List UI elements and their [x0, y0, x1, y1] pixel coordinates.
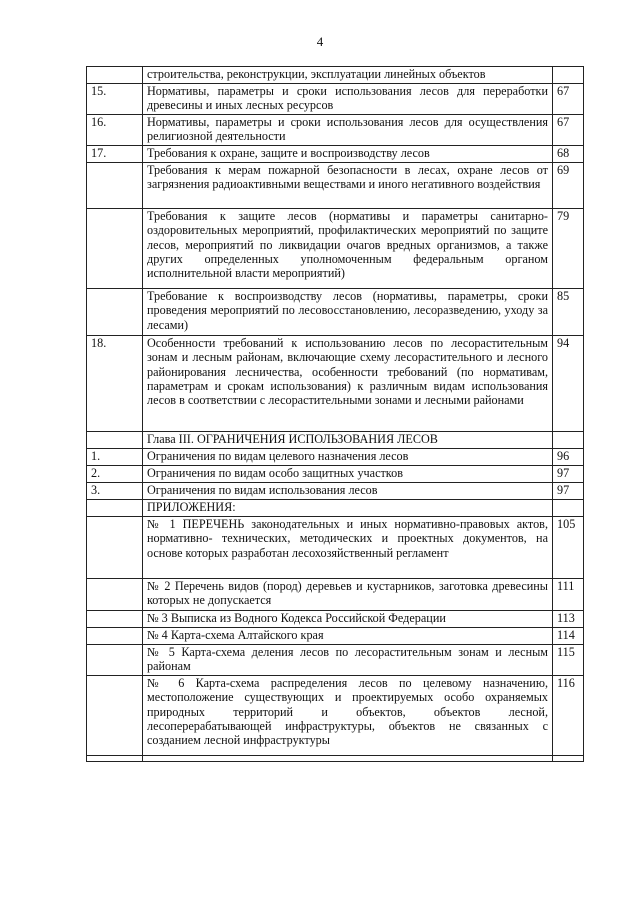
- table-row: [87, 645, 584, 676]
- row-page: [553, 67, 584, 84]
- row-page: 97: [553, 483, 584, 500]
- spacer-cell: [553, 756, 584, 762]
- table-row: [87, 289, 584, 336]
- table-row: [87, 500, 584, 517]
- row-number: [87, 628, 143, 645]
- row-number: [87, 579, 143, 611]
- row-title: Требование к воспроизводству лесов (нормативы, параметры, сроки проведения мероприятий по лесовосстановлению, лесоразведению, уходу за лесами): [143, 289, 553, 336]
- row-number: 15.: [87, 84, 143, 115]
- row-page: 68: [553, 146, 584, 163]
- row-number: [87, 289, 143, 336]
- table-row: [87, 84, 584, 115]
- row-title: Требования к защите лесов (нормативы и параметры санитарно-оздоровительных мероприятий, профилактических мероприятий по защите лесов, мероприятий по ликвидации очагов вредных организмов, а также других определенных уполномоченным федеральным органом исполнительной власти мероприятий): [143, 209, 553, 289]
- row-title: № 3 Выписка из Водного Кодекса Российской Федерации: [143, 611, 553, 628]
- spacer-cell: [143, 756, 553, 762]
- row-page: 94: [553, 336, 584, 432]
- row-page: 116: [553, 676, 584, 756]
- row-title: Требования к охране, защите и воспроизводству лесов: [143, 146, 553, 163]
- row-title: № 5 Карта-схема деления лесов по лесорастительным зонам и лесным районам: [143, 645, 553, 676]
- row-page: 67: [553, 84, 584, 115]
- row-title: Ограничения по видам целевого назначения лесов: [143, 449, 553, 466]
- row-title: Требования к мерам пожарной безопасности в лесах, охране лесов от загрязнения радиоактивными веществами и иного негативного воздействия: [143, 163, 553, 209]
- table-row: [87, 517, 584, 579]
- row-title: № 2 Перечень видов (пород) деревьев и кустарников, заготовка древесины которых не допускается: [143, 579, 553, 611]
- table-row: [87, 432, 584, 449]
- row-page: [553, 500, 584, 517]
- row-title: Особенности требований к использованию лесов по лесорастительным зонам и лесным районам, включающие схему лесорастительного и лесного районирования лесничества, особенности требований (по нормативам, параметрам и срокам использования) к различным видам использования лесов в соответствии с лесорастительными зонами и лесными районами: [143, 336, 553, 432]
- row-number: 18.: [87, 336, 143, 432]
- table-row: [87, 209, 584, 289]
- row-title: Нормативы, параметры и сроки использования лесов для переработки древесины и иных лесных ресурсов: [143, 84, 553, 115]
- row-title: № 6 Карта-схема распределения лесов по целевому назначению, местоположение существующих и проектируемых особо охраняемых природных территорий и объектов, объектов лесной, лесоперерабатывающей инфраструктуры, объектов не связанных с созданием лесной инфраструктуры: [143, 676, 553, 756]
- table-row: [87, 336, 584, 432]
- row-page: 113: [553, 611, 584, 628]
- row-number: [87, 432, 143, 449]
- row-title: № 1 ПЕРЕЧЕНЬ законодательных и иных нормативно-правовых актов, нормативно- технических, методических и проектных документов, на основе которых разработан лесохозяйственный регламент: [143, 517, 553, 579]
- row-number: [87, 209, 143, 289]
- table-of-contents: [86, 66, 584, 762]
- row-page: 115: [553, 645, 584, 676]
- row-number: [87, 645, 143, 676]
- table-row: [87, 611, 584, 628]
- row-number: [87, 500, 143, 517]
- row-number: 17.: [87, 146, 143, 163]
- row-number: 2.: [87, 466, 143, 483]
- table-row: [87, 163, 584, 209]
- row-page: 79: [553, 209, 584, 289]
- table-row: [87, 115, 584, 146]
- row-number: [87, 163, 143, 209]
- row-number: 3.: [87, 483, 143, 500]
- row-page: 67: [553, 115, 584, 146]
- table-row: [87, 466, 584, 483]
- row-title: № 4 Карта-схема Алтайского края: [143, 628, 553, 645]
- page-number: 4: [316, 34, 324, 49]
- table-row: [87, 579, 584, 611]
- row-number: 1.: [87, 449, 143, 466]
- spacer-cell: [87, 756, 143, 762]
- row-page: 69: [553, 163, 584, 209]
- row-page: [553, 432, 584, 449]
- table-row: [87, 483, 584, 500]
- row-page: 85: [553, 289, 584, 336]
- table-row: [87, 676, 584, 756]
- row-title: Ограничения по видам особо защитных участков: [143, 466, 553, 483]
- row-title: Нормативы, параметры и сроки использования лесов для осуществления религиозной деятельности: [143, 115, 553, 146]
- row-title: Ограничения по видам использования лесов: [143, 483, 553, 500]
- row-number: [87, 611, 143, 628]
- table-row-spacer: [87, 756, 584, 762]
- row-number: [87, 517, 143, 579]
- row-title: Глава III. ОГРАНИЧЕНИЯ ИСПОЛЬЗОВАНИЯ ЛЕСОВ: [143, 432, 553, 449]
- table-row: [87, 449, 584, 466]
- row-page: 114: [553, 628, 584, 645]
- table-row: [87, 146, 584, 163]
- table-row: [87, 67, 584, 84]
- row-page: 96: [553, 449, 584, 466]
- table-row: [87, 628, 584, 645]
- row-page: 105: [553, 517, 584, 579]
- row-title: строительства, реконструкции, эксплуатации линейных объектов: [143, 67, 553, 84]
- row-number: 16.: [87, 115, 143, 146]
- row-number: [87, 67, 143, 84]
- row-page: 111: [553, 579, 584, 611]
- row-number: [87, 676, 143, 756]
- row-title: ПРИЛОЖЕНИЯ:: [143, 500, 553, 517]
- row-page: 97: [553, 466, 584, 483]
